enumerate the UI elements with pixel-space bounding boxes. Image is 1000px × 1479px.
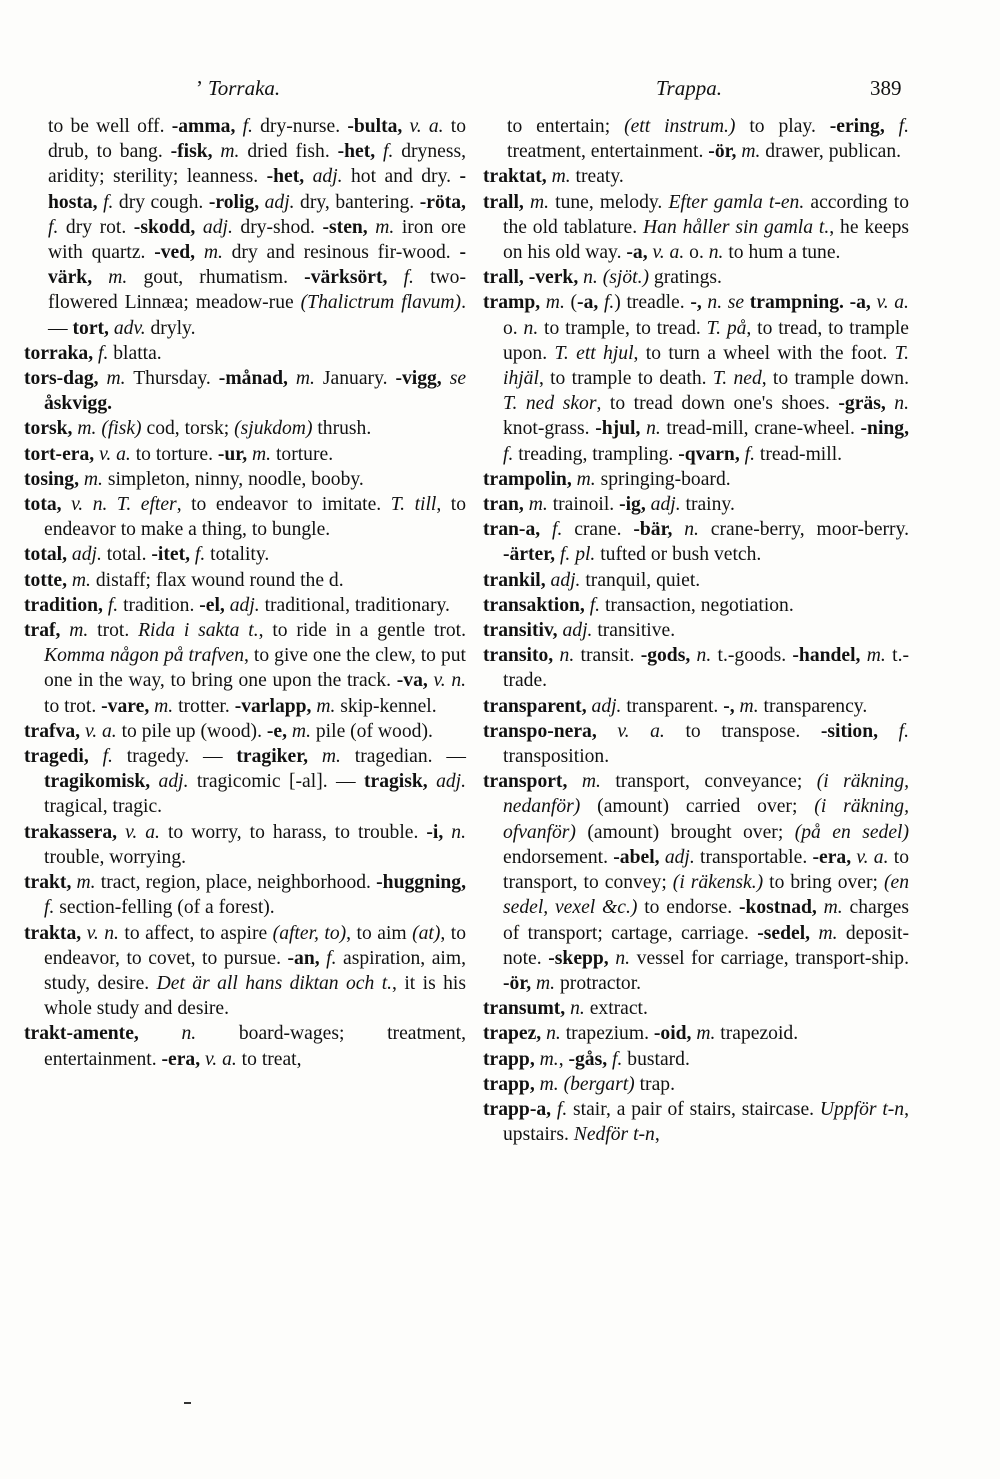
dictionary-entry: tota, v. n. T. efter, to endeavor to imitate. T. till, to endeavor to make a thing, to bungle. [24,494,466,541]
dictionary-entry: torsk, m. (fisk) cod, torsk; (sjukdom) thrush. [24,418,372,440]
dictionary-entry: trakt-amente, n. board-wages; treatment, entertainment. -era, v. a. to treat, [24,1023,466,1070]
dictionary-entry: tosing, m. simpleton, ninny, noodle, booby. [24,468,364,490]
dictionary-entry: tradition, f. tradition. -el, adj. traditional, traditionary. [24,594,450,616]
continued-entry: to be well off. -amma, f. dry-nurse. -bulta, v. a. to drub, to bang. -fisk, m. dried fish. -het, f. dryness, aridity; sterility; leanness. -het, adj. hot and dry. -hosta, f. dry cough. -rolig, adj. dry, bantering. -röta, f. dry rot. -skodd, adj. dry-shod. -sten, m. iron ore with quartz. -ved, m. dry and resinous fir-wood. -värk, m. gout, rhumatism. -värksört, f. two-flowered Linnæa; meadow-rue (Thalictrum flavum). — tort, adv. dryly. [48,116,467,339]
dictionary-entry: trafva, v. a. to pile up (wood). -e, m. pile (of wood). [24,720,433,742]
dictionary-entry: traktat, m. treaty. [483,166,624,188]
dictionary-entry: torraka, f. blatta. [24,342,162,364]
dictionary-entry: trankil, adj. tranquil, quiet. [483,569,701,591]
dictionary-entry: trall, -verk, n. (sjöt.) gratings. [483,267,722,289]
dictionary-entry: transitiv, adj. transitive. [483,620,676,642]
dictionary-entry: trapez, n. trapezium. -oid, m. trapezoid. [483,1023,799,1045]
dictionary-entry: trakassera, v. a. to worry, to harass, to trouble. -i, n. trouble, worrying. [24,821,466,868]
dictionary-entry: total, adj. total. -itet, f. totality. [24,544,270,566]
dictionary-entry: transito, n. transit. -gods, n. t.-goods. -handel, m. t.-trade. [483,645,909,692]
right-guide-word: Trappa. [656,76,722,100]
running-header [0,76,1000,106]
dictionary-entry: tors-dag, m. Thursday. -månad, m. January. -vigg, se åskvigg. [24,368,467,415]
right-column [483,114,909,1147]
dictionary-entry: tragedi, f. tragedy. — tragiker, m. tragedian. — tragikomisk, adj. tragicomic [-al]. — tragisk, adj. tragical, tragic. [24,746,466,818]
page-number: 389 [870,76,902,100]
dictionary-entry: transaktion, f. transaction, negotiation. [483,594,794,616]
continued-entry: to entertain; (ett instrum.) to play. -ering, f. treatment, entertainment. -ör, m. drawer, publican. [507,116,909,163]
dictionary-entry: trapp, m. (bergart) trap. [483,1073,675,1095]
dictionary-entry: trampolin, m. springing-board. [483,468,731,490]
dictionary-entry: totte, m. distaff; flax wound round the d. [24,569,344,591]
left-guide-word: Torraka. [208,76,281,100]
dictionary-entry: trapp, m., -gås, f. bustard. [483,1048,690,1070]
dictionary-entry: tramp, m. (-a, f.) treadle. -, n. se trampning. -a, v. a. o. n. to trample, to tread. T. på, to tread, to trample upon. T. ett hjul, to turn a wheel with the foot. T. ihjäl, to trample to death. T. ned, to trample down. T. ned skor, to tread down one's shoes. -gräs, n. knot-grass. -hjul, n. tread-mill, crane-wheel. -ning, f. treading, trampling. -qvarn, f. tread-mill. [483,292,910,465]
dictionary-entry: trapp-a, f. stair, a pair of stairs, staircase. Uppför t-n, upstairs. Nedför t-n, [483,1098,909,1146]
left-column [24,114,466,1072]
dictionary-entry: traf, m. trot. Rida i sakta t., to ride in a gentle trot. Komma någon på trafven, to give one the clew, to put one in the way, to bring one upon the track. -va, v. n. to trot. -vare, m. trotter. -varlapp, m. skip-kennel. [24,620,467,717]
dictionary-entry: tran, m. trainoil. -ig, adj. trainy. [483,494,735,516]
dictionary-entry: transport, m. transport, conveyance; (i räkning, nedanför) (amount) carried over; (i räkning, ofvanför) (amount) brought over; (på en sedel) endorsement. -abel, adj. transportable. -era, v. a. to transport, to convey; (i räkensk.) to bring over; (en sedel, vexel &c.) to endorse. -kostnad, m. charges of transport; cartage, carriage. -sedel, m. deposit-note. -skepp, n. vessel for carriage, transport-ship. -ör, m. protractor. [483,771,910,994]
header-mark: ’ [196,76,203,100]
dictionary-entry: trakt, m. tract, region, place, neighborhood. -huggning, f. section-felling (of a forest). [24,872,466,919]
dictionary-entry: transpo-nera, v. a. to transpose. -sition, f. transposition. [483,720,909,768]
footer-dash [184,1402,191,1404]
dictionary-entry: transumt, n. extract. [483,998,648,1020]
dictionary-entry: transparent, adj. transparent. -, m. transparency. [483,695,868,717]
dictionary-entry: trall, m. tune, melody. Efter gamla t-en. according to the old tablature. Han håller sin gamla t., he keeps on his old way. -a, v. a. o. n. to hum a tune. [483,191,909,264]
dictionary-entry: tran-a, f. crane. -bär, n. crane-berry, moor-berry. -ärter, f. pl. tufted or bush vetch. [483,519,909,566]
dictionary-entry: tort-era, v. a. to torture. -ur, m. torture. [24,443,334,465]
dictionary-entry: trakta, v. n. to affect, to aspire (after, to), to aim (at), to endeavor, to covet, to pursue. -an, f. aspiration, aim, study, desire. Det är all hans diktan och t., it is his whole study and desire. [24,922,467,1020]
